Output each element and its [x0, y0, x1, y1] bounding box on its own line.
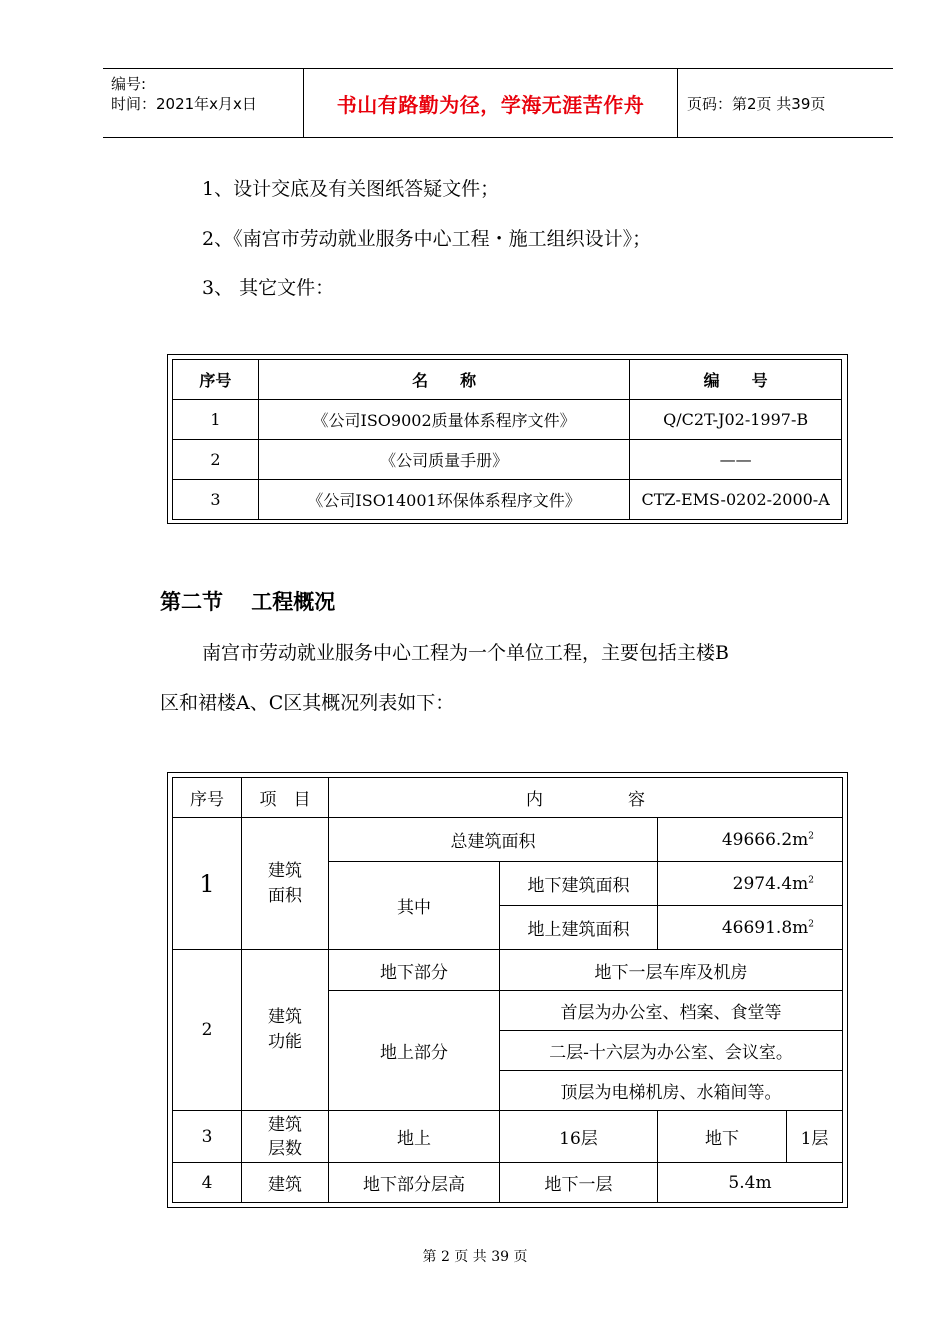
doc-number-label: 编号: [111, 75, 147, 93]
t1-header-no: 序号 [173, 360, 259, 400]
t2-r1-sub-label: 其中 [329, 862, 500, 950]
t2-r3-under-value: 1层 [787, 1111, 843, 1163]
reference-docs-table [167, 354, 848, 524]
header-motto: 书山有路勤为径，学海无涯苦作舟 [336, 92, 645, 117]
t2-r1-under-label: 地下建筑面积 [500, 862, 658, 906]
t1-header-code: 编 号 [630, 360, 842, 400]
t1-row3-no: 3 [173, 480, 259, 520]
t2-r4-label: 地下部分层高 [329, 1163, 500, 1203]
t2-r1-under-value: $2974.4m^2$ [658, 862, 843, 906]
t2-r2-no: 2 [173, 950, 242, 1111]
t1-row1-code: Q/C2T-J02-1997-B [630, 400, 842, 440]
t2-r1-total-value: $49666.2m^2$ [658, 818, 843, 862]
list-item-1: 1、设计交底及有关图纸答疑文件； [202, 178, 500, 200]
time-label: 时间：2021年x月x日 [111, 95, 257, 113]
t2-r3-above-label: 地上 [329, 1111, 500, 1163]
t2-r3-item: 建筑层数 [242, 1111, 329, 1163]
t2-header-item: 项 目 [242, 778, 329, 818]
list-item-3: 3、 其它文件： [202, 277, 335, 299]
t2-r2-item: 建筑功能 [242, 950, 329, 1111]
header-motto-cell [304, 69, 678, 137]
t1-row2-no: 2 [173, 440, 259, 480]
t2-header-content: 内 容 [329, 778, 843, 818]
t1-row2-code: —— [630, 440, 842, 480]
t1-row3-name: 《公司ISO14001环保体系程序文件》 [258, 480, 629, 520]
header-page-cell [679, 69, 893, 137]
t2-r2-above-label: 地上部分 [329, 991, 500, 1111]
page-header [103, 68, 893, 138]
t2-header-no: 序号 [173, 778, 242, 818]
t2-r4-item: 建筑 [242, 1163, 329, 1203]
t2-r1-total-label: 总建筑面积 [329, 818, 658, 862]
header-page-info: 页码：第2页 共39页 [687, 94, 826, 113]
t2-r4-sub: 地下一层 [500, 1163, 658, 1203]
t2-r1-above-value: $46691.8m^2$ [658, 906, 843, 950]
t2-r1-item: 建筑面积 [242, 818, 329, 950]
t2-r2-under-label: 地下部分 [329, 950, 500, 991]
t1-row1-name: 《公司ISO9002质量体系程序文件》 [258, 400, 629, 440]
t2-r2-under-value: 地下一层车库及机房 [500, 950, 843, 991]
project-overview-table [167, 772, 848, 1208]
t2-r3-under-label: 地下 [658, 1111, 787, 1163]
t2-r4-value: 5.4m [658, 1163, 843, 1203]
list-item-2: 2、《南宫市劳动就业服务中心工程・施工组织设计》； [202, 228, 652, 250]
t2-r1-above-label: 地上建筑面积 [500, 906, 658, 950]
t2-r2-above-v1: 首层为办公室、档案、食堂等 [500, 991, 843, 1031]
section-paragraph-line2: 区和裙楼A、C区其概况列表如下： [160, 692, 455, 714]
t2-r3-no: 3 [173, 1111, 242, 1163]
t2-r2-above-v3: 顶层为电梯机房、水箱间等。 [500, 1071, 843, 1111]
t2-r1-no: 1 [173, 818, 242, 950]
section-paragraph-line1: 南宫市劳动就业服务中心工程为一个单位工程，主要包括主楼B [202, 642, 729, 664]
t1-header-name: 名 称 [258, 360, 629, 400]
t1-row1-no: 1 [173, 400, 259, 440]
t1-row3-code: CTZ-EMS-0202-2000-A [630, 480, 842, 520]
page-footer: 第 2 页 共 39 页 [422, 1249, 528, 1265]
t2-r3-above-value: 16层 [500, 1111, 658, 1163]
t2-r4-no: 4 [173, 1163, 242, 1203]
header-meta [103, 69, 304, 137]
t1-row2-name: 《公司质量手册》 [258, 440, 629, 480]
t2-r2-above-v2: 二层-十六层为办公室、会议室。 [500, 1031, 843, 1071]
section-title: 第二节 工程概况 [160, 590, 336, 614]
